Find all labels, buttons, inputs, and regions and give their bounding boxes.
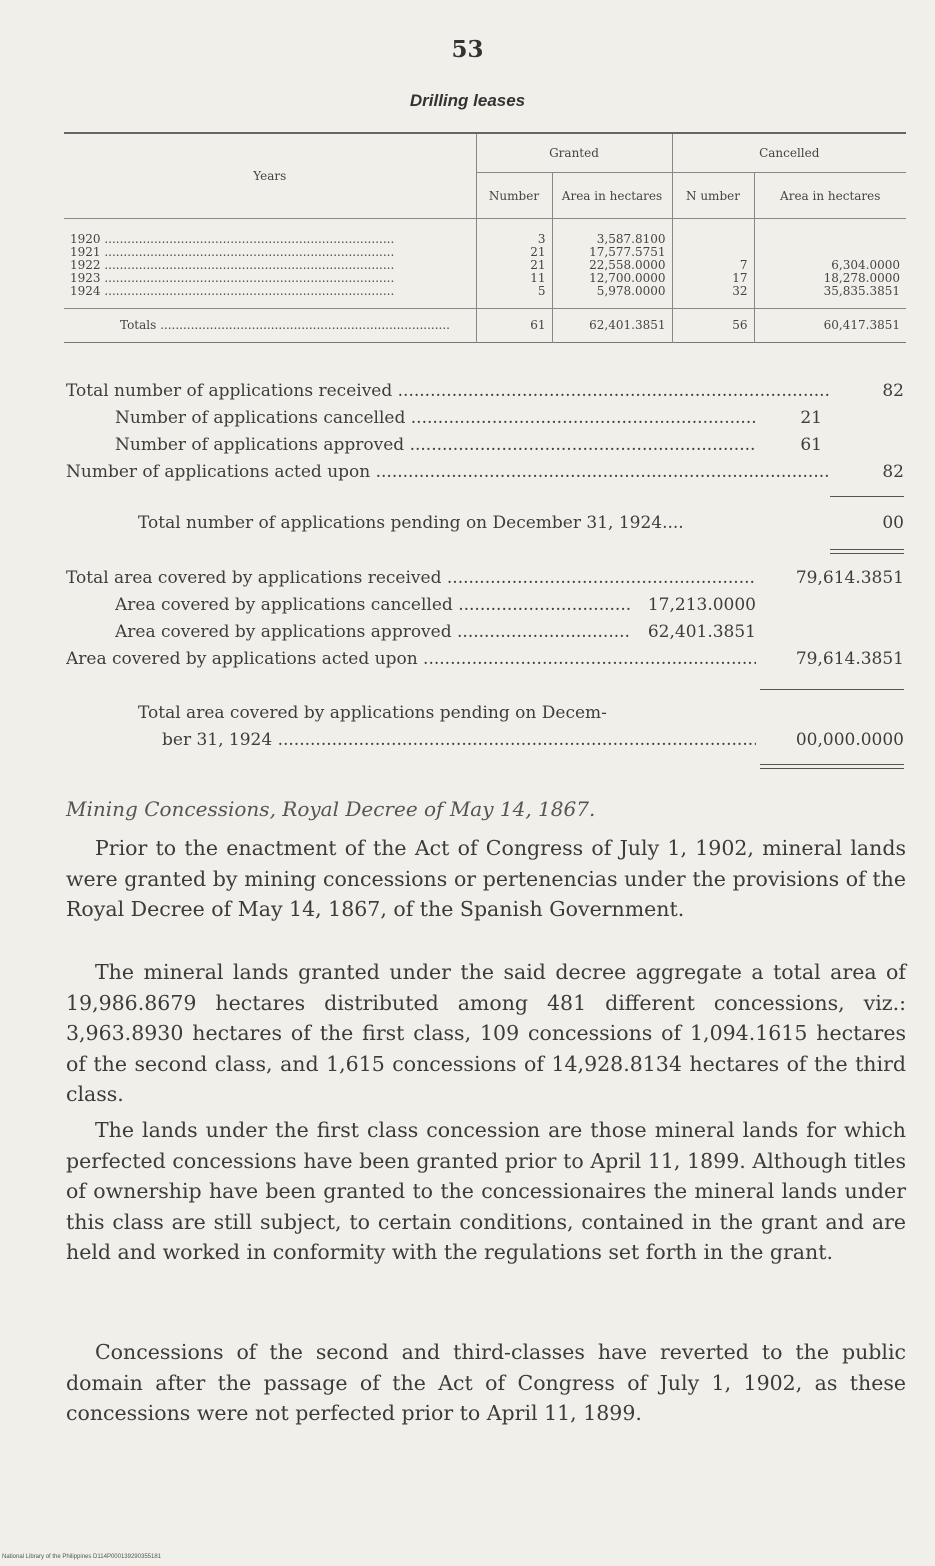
section-heading: Mining Concessions, Royal Decree of May 14, 1867. [66, 797, 596, 821]
apps-acted-value: 82 [882, 462, 904, 482]
totals-granted-area: 62,401.3851 [552, 309, 672, 343]
row-granted-number: 21 [476, 259, 552, 272]
row-year: 1924 ..... [64, 285, 476, 298]
row-cancelled-area: 6,304.0000 [754, 259, 906, 272]
page-number: 53 [451, 36, 484, 63]
area-pending-value: 00,000.0000 [795, 730, 904, 750]
row-granted-number: 5 [476, 285, 552, 298]
header-cancelled-number: N umber [672, 173, 754, 219]
double-rule [830, 549, 904, 554]
row-year: 1922 ..... [64, 259, 476, 272]
header-granted-number: Number [476, 173, 552, 219]
area-approved-value: 62,401.3851 [647, 622, 756, 642]
applications-summary [66, 378, 906, 486]
apps-received-label: Total number of applications received ..... [66, 378, 831, 405]
header-cancelled-area: Area in hectares [754, 173, 906, 219]
apps-approved-label: Number of applications approved ..... [115, 432, 755, 459]
row-cancelled-number: 7 [672, 259, 754, 272]
apps-pending-row [66, 510, 906, 537]
table-title: Drilling leases [409, 91, 526, 110]
row-cancelled-number: 32 [672, 285, 754, 298]
footer-note: National Library of the Philippines D114P000139290355181 [2, 1554, 162, 1560]
row-cancelled-number: 17 [672, 272, 754, 285]
totals-cancelled-number: 56 [672, 309, 754, 343]
row-granted-area: 17,577.5751 [552, 246, 672, 259]
header-granted: Granted [476, 133, 672, 173]
table-row [64, 272, 906, 285]
row-granted-area: 3,587.8100 [552, 233, 672, 246]
area-pending-label-1: Total area covered by applications pending on Decem- [138, 703, 607, 723]
paragraph-text: Concessions of the second and third-classes have reverted to the public domain after the passage of the Act of Congress of July 1, 1902, as these concessions were not perfected prior to April 11, 1899. [66, 1340, 906, 1425]
area-summary [66, 565, 906, 673]
area-received-label: Total area covered by applications received ..... [66, 565, 756, 592]
header-cancelled: Cancelled [672, 133, 906, 173]
apps-acted-label: Number of applications acted upon ..... [66, 459, 831, 486]
paragraph-text: Prior to the enactment of the Act of Congress of July 1, 1902, mineral lands were granted by mining concessions or pertenencias under the provisions of the Royal Decree of May 14, 1867, of the Spanish Government. [66, 836, 906, 921]
row-granted-number: 3 [476, 233, 552, 246]
area-received-value: 79,614.3851 [795, 568, 904, 588]
table-row [64, 233, 906, 246]
apps-approved-value: 61 [800, 435, 822, 455]
totals-granted-number: 61 [476, 309, 552, 343]
totals-cancelled-area: 60,417.3851 [754, 309, 906, 343]
apps-cancelled-label: Number of applications cancelled ..... [115, 405, 755, 432]
double-rule [760, 764, 904, 769]
area-cancelled-value: 17,213.0000 [647, 595, 756, 615]
area-pending-label-2: ber 31, 1924 ..... [162, 727, 756, 754]
paragraph-text: The mineral lands granted under the said decree aggregate a total area of 19,986.8679 hectares distributed among 481 different concessions, viz.: 3,963.8930 hectares of the first class, 109 concessions of 1,094.1615 hectares of the second class, and 1,615 concessions of 14,928.8134 hectares of the third class. [66, 960, 906, 1106]
row-year: 1921 ..... [64, 246, 476, 259]
table-row [64, 259, 906, 272]
area-acted-value: 79,614.3851 [795, 649, 904, 669]
area-approved-label: Area covered by applications approved ..... [115, 619, 630, 646]
rule [830, 496, 904, 497]
row-granted-area: 5,978.0000 [552, 285, 672, 298]
paragraph-1 [66, 833, 906, 925]
paragraph-text: The lands under the first class concession are those mineral lands for which perfected concessions have been granted prior to April 11, 1899. Although titles of ownership have been granted to the concessionaires the mineral lands under this class are still subject, to certain conditions, contained in the grant and are held and worked in conformity with the regulations set forth in the grant. [66, 1118, 906, 1264]
row-cancelled-number [672, 233, 754, 246]
table-row [64, 285, 906, 298]
row-year: 1923 ..... [64, 272, 476, 285]
header-granted-area: Area in hectares [552, 173, 672, 219]
row-cancelled-area: 18,278.0000 [754, 272, 906, 285]
area-acted-label: Area covered by applications acted upon ..... [66, 646, 756, 673]
row-granted-number: 21 [476, 246, 552, 259]
row-cancelled-area: 35,835.3851 [754, 285, 906, 298]
apps-pending-label: Total number of applications pending on December 31, 1924.... [138, 513, 684, 533]
paragraph-2 [66, 957, 906, 1110]
area-cancelled-label: Area covered by applications cancelled ..... [115, 592, 630, 619]
apps-received-value: 82 [882, 381, 904, 401]
table-row [64, 246, 906, 259]
row-year: 1920 ..... [64, 233, 476, 246]
row-cancelled-area [754, 233, 906, 246]
row-granted-area: 12,700.0000 [552, 272, 672, 285]
totals-row [64, 309, 906, 343]
row-granted-number: 11 [476, 272, 552, 285]
apps-pending-value: 00 [882, 513, 904, 533]
paragraph-4 [66, 1337, 906, 1429]
drilling-leases-table [64, 132, 906, 343]
header-years: Years [64, 133, 476, 219]
area-pending [66, 700, 906, 754]
totals-label: Totals ..... [64, 309, 476, 343]
apps-cancelled-value: 21 [800, 408, 822, 428]
paragraph-3 [66, 1115, 906, 1268]
rule [760, 689, 904, 690]
row-granted-area: 22,558.0000 [552, 259, 672, 272]
